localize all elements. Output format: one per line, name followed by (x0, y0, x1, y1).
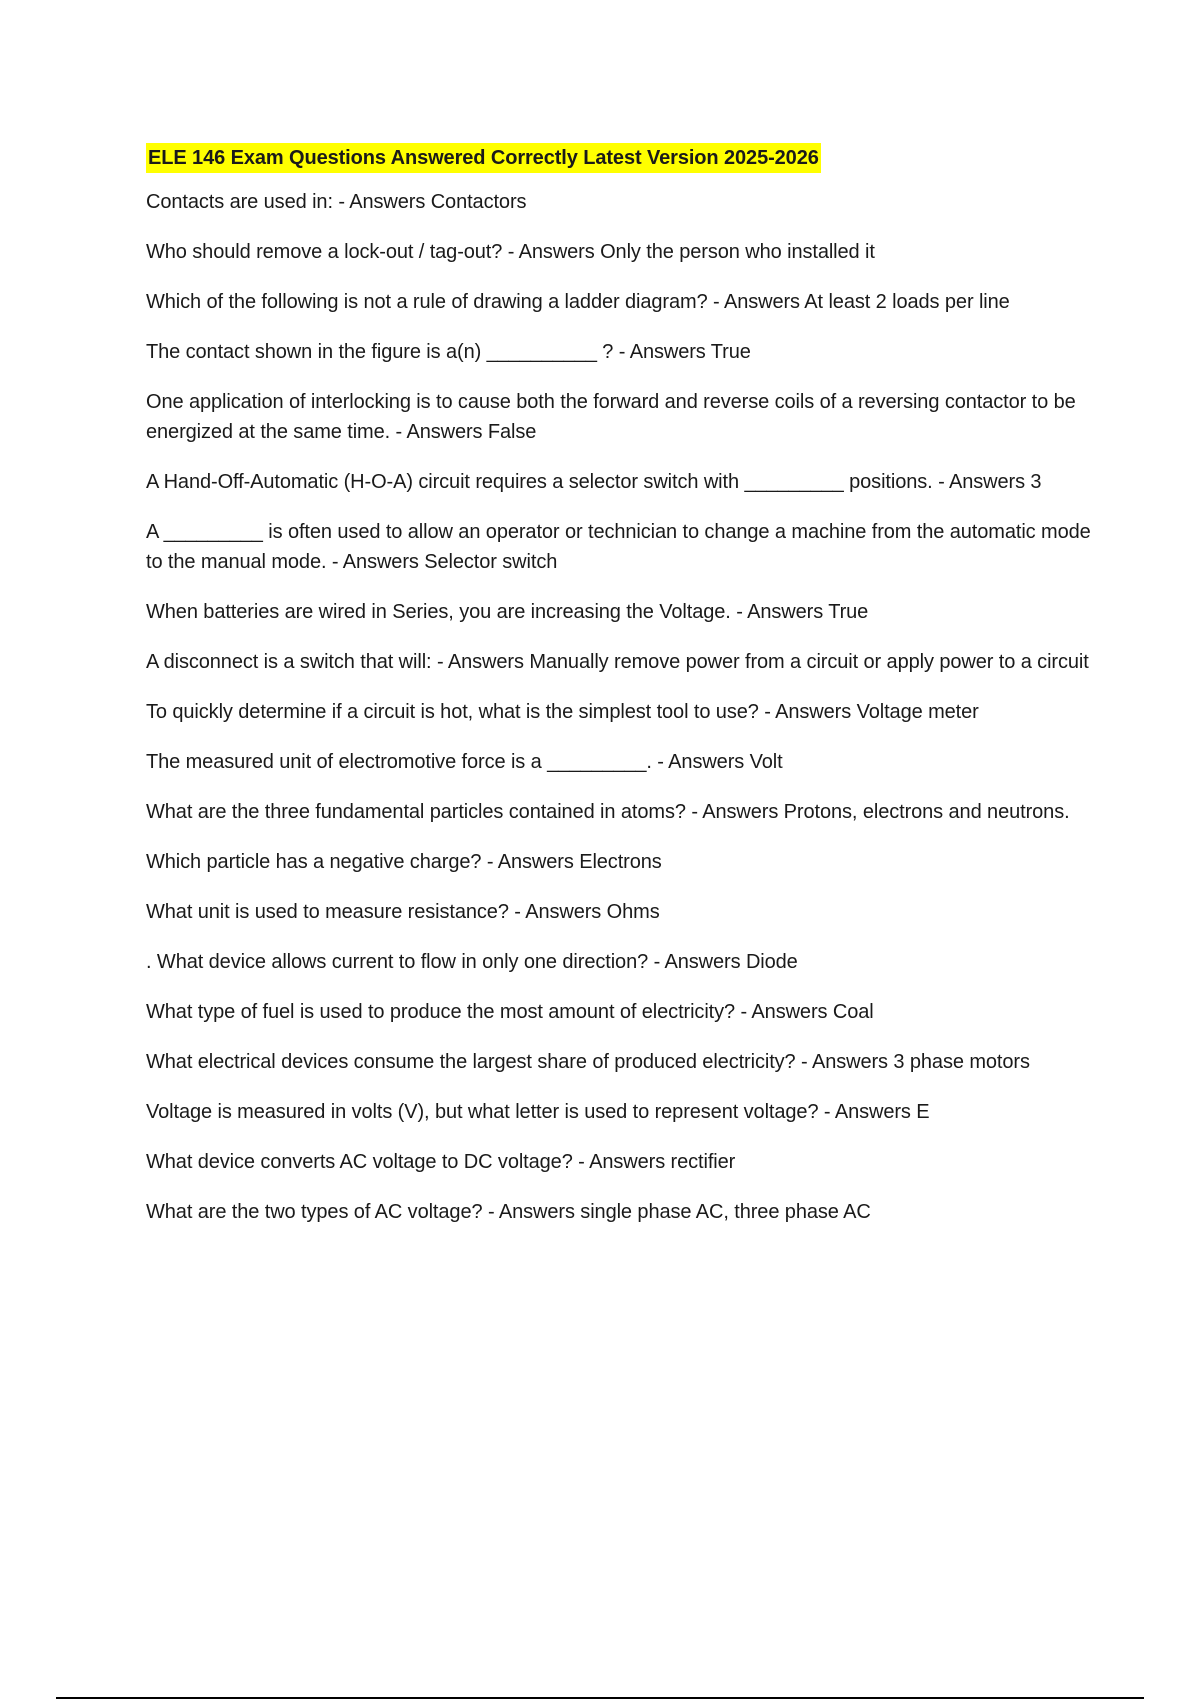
qa-item: Voltage is measured in volts (V), but what letter is used to represent voltage? - Answers E (146, 1101, 930, 1123)
qa-item: One application of interlocking is to cause both the forward and reverse coils of a reversing contactor to be energized at the same time. - Answers False (146, 391, 1076, 443)
qa-item: What are the three fundamental particles contained in atoms? - Answers Protons, electrons and neutrons. (146, 801, 1070, 823)
qa-item: The contact shown in the figure is a(n) __________ ? - Answers True (146, 341, 751, 363)
qa-item: A Hand-Off-Automatic (H-O-A) circuit requires a selector switch with _________ positions. - Answers 3 (146, 471, 1042, 493)
document-title: ELE 146 Exam Questions Answered Correctly Latest Version 2025-2026 (146, 143, 821, 173)
qa-item: A _________ is often used to allow an operator or technician to change a machine from the automatic mode to the manual mode. - Answers Selector switch (146, 521, 1091, 573)
qa-item: Contacts are used in: - Answers Contactors (146, 191, 527, 213)
qa-item: To quickly determine if a circuit is hot, what is the simplest tool to use? - Answers Voltage meter (146, 701, 979, 723)
qa-item: Which of the following is not a rule of drawing a ladder diagram? - Answers At least 2 loads per line (146, 291, 1010, 313)
qa-item: The measured unit of electromotive force is a _________. - Answers Volt (146, 751, 783, 773)
qa-item: What type of fuel is used to produce the most amount of electricity? - Answers Coal (146, 1001, 874, 1023)
qa-item: Who should remove a lock-out / tag-out? - Answers Only the person who installed it (146, 241, 875, 263)
qa-item: When batteries are wired in Series, you are increasing the Voltage. - Answers True (146, 601, 869, 623)
qa-item: Which particle has a negative charge? - Answers Electrons (146, 851, 662, 873)
qa-item: A disconnect is a switch that will: - Answers Manually remove power from a circuit or apply power to a circuit (146, 651, 1089, 673)
qa-item: What electrical devices consume the largest share of produced electricity? - Answers 3 phase motors (146, 1051, 1030, 1073)
qa-item: What device converts AC voltage to DC voltage? - Answers rectifier (146, 1151, 736, 1173)
qa-item: . What device allows current to flow in only one direction? - Answers Diode (146, 951, 798, 973)
footer-divider (56, 1697, 1144, 1699)
document-content (146, 143, 1096, 1247)
qa-list (146, 187, 1096, 1227)
qa-item: What are the two types of AC voltage? - Answers single phase AC, three phase AC (146, 1201, 871, 1223)
qa-item: What unit is used to measure resistance? - Answers Ohms (146, 901, 660, 923)
